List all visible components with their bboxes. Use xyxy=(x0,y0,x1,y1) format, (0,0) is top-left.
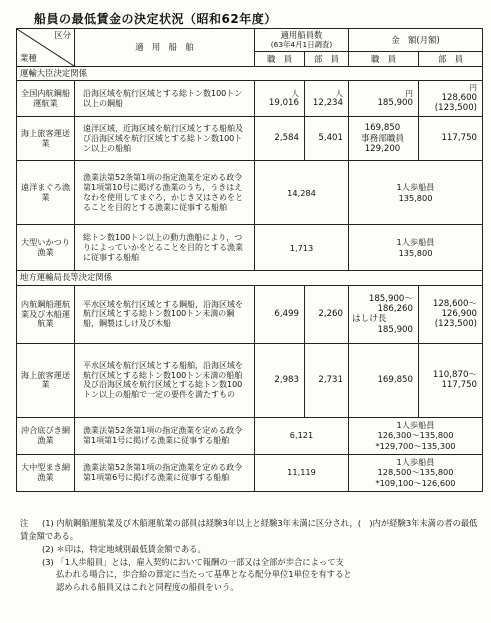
ships-cell: 沿海区域を航行区域とする総トン数100トン以上の鋼船 xyxy=(75,81,255,117)
merged-count-cell: 1,713 xyxy=(255,225,349,271)
staff-wage-cell: 円 185,900 xyxy=(349,81,419,117)
ships-cell: 漁業法第52条第1項の指定漁業を定める政令第1項第1号に掲げる漁業に従事する船舶 xyxy=(75,417,255,454)
amount-group-header: 金 額(月額) xyxy=(349,29,483,52)
section-row xyxy=(17,271,483,285)
ships-cell: 総トン数100トン以上の動力漁船により，つりによっていかをとることを目的とする漁業に従事する船舶 xyxy=(75,225,255,271)
table-row xyxy=(17,117,483,161)
crew-count-cell: 人 12,234 xyxy=(305,81,349,117)
industry-cell: 大中型まき網漁業 xyxy=(17,454,75,491)
section-row xyxy=(17,67,483,81)
table-header-row xyxy=(17,29,483,52)
page-title: 船員の最低賃金の決定状況（昭和62年度） xyxy=(34,12,277,26)
table-row xyxy=(17,343,483,417)
ships-cell: 平水区域を航行区域とする鋼船，沿海区域を航行区域とする総トン数100トン未満の鋼船，鋼製はしけ及び木船 xyxy=(75,285,255,343)
industry-cell: 内航鋼船運航業及び木船運航業 xyxy=(17,285,75,343)
industry-cell: 海上旅客運送業 xyxy=(17,117,75,161)
count-group-sub: (63年4月1日調査) xyxy=(270,39,333,49)
notes-label: 注 xyxy=(20,518,29,528)
staff-wage-cell: 185,900～ 186,260 はしけ長 185,900 xyxy=(349,285,419,343)
industry-cell: 沖合底びき網漁業 xyxy=(17,417,75,454)
count-group-label: 適用船員数 xyxy=(280,30,323,41)
merged-wage-cell: 1人歩船員 135,800 xyxy=(349,161,483,225)
count-crew-header: 部 員 xyxy=(305,52,349,67)
staff-count-cell: 2,983 xyxy=(255,343,305,417)
industry-cell: 大型いかつり漁業 xyxy=(17,225,75,271)
wage-crew-header: 部 員 xyxy=(419,52,483,67)
ships-cell: 遠洋区域，近海区域を航行区域とする船舶及び沿海区域を航行区域とする総トン数100トン以上の船舶 xyxy=(75,117,255,161)
merged-count-cell: 14,284 xyxy=(255,161,349,225)
staff-wage-cell: 169,850 xyxy=(349,343,419,417)
ships-cell: 漁業法第52条第1項の指定漁業を定める政令第1項第10号に掲げる漁業のうち，うきはえなわを使用してまぐろ，かじき又はさめをとることを目的とする漁業に従事する船舶 xyxy=(75,161,255,225)
crew-count-cell: 5,401 xyxy=(305,117,349,161)
merged-wage-cell: 1人歩船員 128,500～135,800 *109,100～126,600 xyxy=(349,454,483,491)
staff-count-cell: 6,499 xyxy=(255,285,305,343)
merged-count-cell: 11,119 xyxy=(255,454,349,491)
table-row xyxy=(17,161,483,225)
ships-cell: 平水区域を航行区域とする船舶，沿海区域を航行区域とする総トン数100トン未満の船舶及び沿海区域を航行区域とする総トン数100トン以上の船舶で一定の要件を満たすもの xyxy=(75,343,255,417)
note-3: (3) 「1人歩船員」とは，雇入契約において報酬の一部又は全部が歩合によって支 xyxy=(42,556,344,567)
minimum-wage-table xyxy=(16,28,483,492)
staff-count-cell: 人 19,016 xyxy=(255,81,305,117)
industry-cell: 海上旅客運送業 xyxy=(17,343,75,417)
table-row xyxy=(17,454,483,491)
merged-wage-cell: 1人歩船員 126,300～135,800 *129,700～135,300 xyxy=(349,417,483,454)
industry-cell: 遠洋まぐろ漁業 xyxy=(17,161,75,225)
crew-wage-cell: 110,870～ 117,750 xyxy=(419,343,483,417)
table-row xyxy=(17,81,483,117)
merged-wage-cell: 1人歩船員 135,800 xyxy=(349,225,483,271)
ships-cell: 漁業法第52条第1項の指定漁業を定める政令第1項第6号に掲げる漁業に従事する船舶 xyxy=(75,454,255,491)
wage-staff-header: 職 員 xyxy=(349,52,419,67)
crew-wage-cell: 128,600～ 126,900 (123,500) xyxy=(419,285,483,343)
section-label: 地方運輸局長等決定関係 xyxy=(17,271,483,285)
staff-count-cell: 2,584 xyxy=(255,117,305,161)
note-3-cont-1: 払われる場合に，歩合給の算定に当たって基準となる配分単位1単位を有すると xyxy=(56,569,352,580)
crew-count-cell: 2,731 xyxy=(305,343,349,417)
unit-yen: 円 xyxy=(405,88,413,98)
unit-yen: 円 xyxy=(469,83,478,93)
crew-wage-cell: 円 128,600 (123,500) xyxy=(419,81,483,117)
count-group-header xyxy=(255,29,349,52)
staff-wage-cell: 169,850 事務部職員 129,200 xyxy=(349,117,419,161)
note-2: (2) ＊印は，特定地域別最低賃金額である。 xyxy=(42,543,206,554)
table-row xyxy=(17,285,483,343)
crew-count-cell: 2,260 xyxy=(305,285,349,343)
crew-wage-cell: 117,750 xyxy=(419,117,483,161)
unit-person: 人 xyxy=(335,88,343,98)
notes-block xyxy=(20,517,482,594)
note-3-cont-2: 認められる船員又はこれと同程度の船員をいう。 xyxy=(56,582,239,593)
industry-cell: 全国内航鋼船運航業 xyxy=(17,81,75,117)
section-label: 運輸大臣決定関係 xyxy=(17,67,483,81)
note-1: 注 (1) 内航鋼船運航業及び木船運航業の部員は経験3年以上と経験3年未満に区分され，( )内が経験3年未満の者の最低賃金額である。 xyxy=(20,518,478,541)
unit-person: 人 xyxy=(291,88,299,98)
kubun-diagonal-header xyxy=(17,29,75,67)
merged-count-cell: 6,121 xyxy=(255,417,349,454)
count-staff-header: 職 員 xyxy=(255,52,305,67)
gyoshu-label: 業種 xyxy=(20,52,37,63)
table-row xyxy=(17,417,483,454)
tekiyou-header: 適 用 船 舶 xyxy=(75,29,255,67)
table-row xyxy=(17,225,483,271)
kubun-label: 区分 xyxy=(54,30,71,40)
